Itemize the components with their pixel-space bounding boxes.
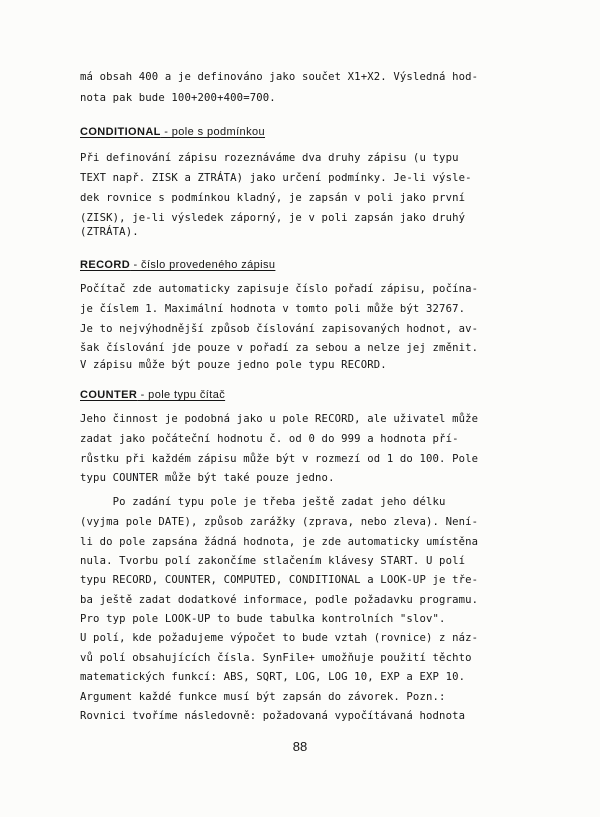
heading-text: - číslo provedeného zápisu bbox=[130, 259, 276, 271]
paragraph-line: je číslem 1. Maximální hodnota v tomto poli může být 32767. bbox=[80, 303, 466, 315]
paragraph-line: (ZISK), je-li výsledek záporný, je v poli zapsán jako druhý bbox=[80, 212, 466, 224]
paragraph-line: vů polí obsahujících čísla. SynFile+ umožňuje použití těchto bbox=[80, 652, 472, 664]
paragraph-line: Počítač zde automaticky zapisuje číslo pořadí zápisu, počína- bbox=[80, 283, 479, 295]
heading-keyword: CONDITIONAL bbox=[80, 126, 161, 138]
intro-line: má obsah 400 a je definováno jako součet X1+X2. Výsledná hod- bbox=[80, 71, 479, 83]
heading-text: - pole typu čítač bbox=[137, 389, 226, 401]
paragraph-line: (ZTRÁTA). bbox=[80, 226, 139, 238]
paragraph-line: Argument každé funkce musí být zapsán do závorek. Pozn.: bbox=[80, 691, 446, 703]
paragraph-line: šak číslování jde pouze v pořadí za sebou a nelze jej změnit. bbox=[80, 342, 479, 354]
paragraph-line: typu COUNTER může být také pouze jedno. bbox=[80, 472, 335, 484]
paragraph-line: Rovnici tvoříme následovně: požadovaná vypočítávaná hodnota bbox=[80, 710, 466, 722]
section-heading-record bbox=[80, 258, 275, 272]
paragraph-line: TEXT např. ZISK a ZTRÁTA) jako určení podmínky. Je-li výsle- bbox=[80, 172, 472, 184]
section-heading-counter bbox=[80, 388, 225, 402]
paragraph-line: Při definování zápisu rozeznáváme dva druhy zápisu (u typu bbox=[80, 152, 459, 164]
page-number: 88 bbox=[292, 739, 308, 754]
section-heading-conditional bbox=[80, 125, 265, 139]
paragraph-line: Je to nejvýhodnější způsob číslování zapisovaných hodnot, av- bbox=[80, 323, 479, 335]
paragraph-line: typu RECORD, COUNTER, COMPUTED, CONDITIONAL a LOOK-UP je tře- bbox=[80, 574, 479, 586]
heading-text: - pole s podmínkou bbox=[160, 126, 266, 138]
paragraph-line: Po zadání typu pole je třeba ještě zadat jeho délku bbox=[80, 496, 446, 508]
paragraph-line: (vyjma pole DATE), způsob zarážky (zprava, nebo zleva). Není- bbox=[80, 516, 479, 528]
heading-keyword: COUNTER bbox=[80, 389, 138, 401]
paragraph-line: li do pole zapsána žádná hodnota, je zde automaticky umístěna bbox=[80, 536, 479, 548]
paragraph-line: U polí, kde požadujeme výpočet to bude vztah (rovnice) z náz- bbox=[80, 632, 479, 644]
paragraph-line: ba ještě zadat dodatkové informace, podle požadavku programu. bbox=[80, 594, 479, 606]
paragraph-line: zadat jako počáteční hodnotu č. od 0 do 999 a hodnota pří- bbox=[80, 433, 459, 445]
paragraph-line: růstku při každém zápisu může být v rozmezí od 1 do 100. Pole bbox=[80, 453, 479, 465]
paragraph-line: matematických funkcí: ABS, SQRT, LOG, LOG 10, EXP a EXP 10. bbox=[80, 671, 466, 683]
paragraph-line: dek rovnice s podmínkou kladný, je zapsán v poli jako první bbox=[80, 192, 466, 204]
paragraph-line: Pro typ pole LOOK-UP to bude tabulka kontrolních "slov". bbox=[80, 613, 446, 625]
paragraph-line: V zápisu může být pouze jedno pole typu RECORD. bbox=[80, 359, 387, 371]
intro-line: nota pak bude 100+200+400=700. bbox=[80, 92, 276, 104]
paragraph-line: Jeho činnost je podobná jako u pole RECORD, ale uživatel může bbox=[80, 413, 479, 425]
paragraph-line: nula. Tvorbu polí zakončíme stlačením klávesy START. U polí bbox=[80, 555, 466, 567]
heading-keyword: RECORD bbox=[80, 259, 131, 271]
